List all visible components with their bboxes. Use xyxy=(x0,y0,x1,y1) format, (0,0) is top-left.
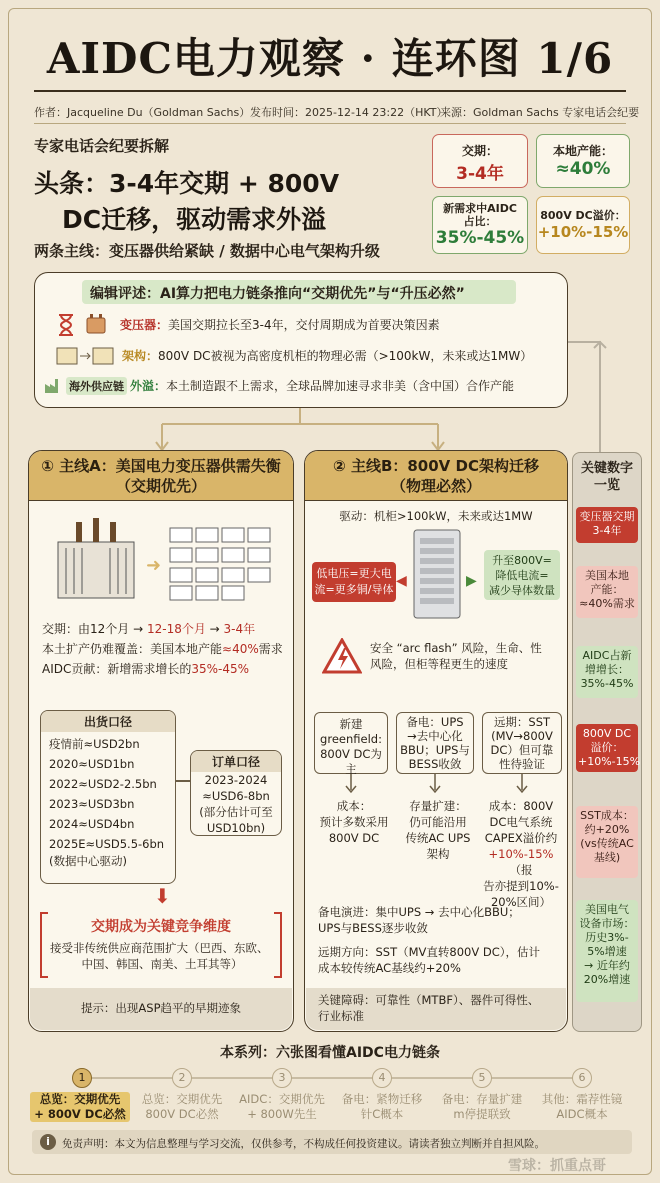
series-step-6-dot[interactable]: 6 xyxy=(572,1068,592,1088)
text: 备电演进：集中UPS → 去中心化BBU； xyxy=(318,905,520,919)
stat-value: 3-4年 xyxy=(456,164,504,184)
series-title: 本系列：六张图看懂AIDC电力链条 xyxy=(220,1045,440,1061)
editor-title: 编辑评述：AI算力把电力链条推向“交期优先”与“升压必然” xyxy=(90,286,465,302)
text: 行业标准 xyxy=(318,1009,364,1023)
hint-text: 提示：出现ASP趋平的早期迹象 xyxy=(80,1001,242,1015)
shipment-item: 疫情前≈USD2bn xyxy=(49,737,140,751)
hourglass-icon xyxy=(56,314,76,340)
series-step-5[interactable] xyxy=(434,1092,530,1122)
text: (MV→800V xyxy=(491,729,553,743)
key-number-line: 美国本地 xyxy=(585,569,629,582)
text: 安全 “arc flash” 风险，生命、性 xyxy=(370,641,542,655)
line-a-subtitle: （交期优先） xyxy=(115,477,206,495)
low-voltage-box xyxy=(312,562,396,602)
text: greenfield: xyxy=(320,732,382,746)
series-step-4[interactable] xyxy=(334,1092,430,1122)
backup-evolution xyxy=(318,904,520,936)
text: →去中心化 xyxy=(407,729,463,743)
stat-label: 交期： xyxy=(461,144,498,158)
box-arrows xyxy=(330,774,550,796)
editor-row-transformer xyxy=(120,316,440,334)
shipment-title: 出货口径 xyxy=(41,711,175,732)
meta-source: 来源：Goldman Sachs 专家电话会纪要 xyxy=(440,106,640,119)
stat-value: 35%-45% xyxy=(435,228,525,248)
stat-label: 新需求中AIDC占比： xyxy=(443,202,517,228)
series-step-label: 针C概本 xyxy=(360,1107,404,1121)
text: 远期方向：SST（MV直转800V DC），估计 xyxy=(318,945,541,959)
key-number-item xyxy=(576,724,641,772)
line-b-subtitle: （物理必然） xyxy=(390,477,481,495)
editor-row-arch xyxy=(122,347,532,365)
shipment-item: 2025E≈USD5.5-6bn xyxy=(49,837,165,851)
key-number-line: 溢价： xyxy=(590,741,624,754)
shipment-box xyxy=(40,710,176,884)
watermark-text: 雪球：抓重点哥 xyxy=(508,1158,606,1174)
long-term-direction xyxy=(318,944,540,976)
transformer-small-icon xyxy=(84,313,108,339)
editor-key: 架构： xyxy=(122,349,159,363)
text: 预计多数采用 xyxy=(319,815,389,829)
meta-time: 发布时间：2025-12-14 23:22（HKT） xyxy=(250,106,448,119)
text: 流=更多铜/导体 xyxy=(314,583,394,596)
key-number-line: 美国电气 xyxy=(585,903,629,916)
text: DC电气系统 xyxy=(489,815,553,829)
series-step-label: 总览：交期优先 xyxy=(39,1092,121,1106)
stat-value: +10%-15% xyxy=(537,223,629,241)
series-step-label: m停提联致 xyxy=(453,1107,511,1121)
text: 一览 xyxy=(593,478,620,493)
series-track xyxy=(82,1077,582,1079)
text-red: 12-18个月 xyxy=(146,622,206,636)
arrow-left-icon: ◀ xyxy=(396,573,407,589)
order-box xyxy=(190,750,282,836)
editor-text: 800V DC被视为高密度机柜的物理必需（>100kW，未来或达1MW） xyxy=(158,349,533,363)
text: 存量扩建： xyxy=(409,799,467,813)
risk-text xyxy=(318,992,539,1024)
headline-line1: 头条：3-4年交期 + 800V xyxy=(34,169,340,198)
text: 需求 xyxy=(258,642,283,656)
key-number-line: AIDC占新 xyxy=(582,649,632,662)
order-title: 订单口径 xyxy=(191,751,281,772)
key-number-line: 基线) xyxy=(593,851,621,864)
transformer-icon xyxy=(48,514,144,608)
factory-icon xyxy=(44,376,64,398)
series-step-label: + 800V DC必然 xyxy=(34,1107,126,1121)
key-number-line: 约+20% xyxy=(584,823,630,836)
stat-leadtime xyxy=(432,134,528,188)
text: 接受非传统供应商范围扩大（巴西、东欧、 xyxy=(50,941,269,955)
arrow-right-green-icon: ▶ xyxy=(466,573,477,589)
branch-arrows xyxy=(150,408,450,454)
key-number-line: 增增长： xyxy=(585,663,629,676)
key-number-line: +10%-15% xyxy=(578,755,641,768)
key-number-line: 20%增速 xyxy=(583,973,631,986)
key-dimension-title: 交期成为关键竞争维度 xyxy=(91,919,231,935)
text: AIDC贡献：新增需求增长的 xyxy=(42,662,192,676)
text: 关键数字 xyxy=(580,461,633,476)
key-number-line: (vs传统AC xyxy=(580,837,634,850)
editor-key: 变压器： xyxy=(120,318,169,332)
cost-existing xyxy=(398,798,478,862)
text: 成本： xyxy=(336,799,372,813)
order-item: USD10bn) xyxy=(206,821,266,835)
key-numbers-title xyxy=(572,460,642,494)
text: 架构 xyxy=(426,847,450,861)
line-b-drive: 驱动：机柜>100kW，未来或达1MW xyxy=(339,509,533,523)
safety-text xyxy=(370,640,542,672)
line-a-leadtime xyxy=(42,620,255,638)
cost-premium xyxy=(478,798,564,910)
overseas-tag: 海外供应链 xyxy=(66,377,127,395)
series-step-label: + 800W先生 xyxy=(247,1107,317,1121)
text: 传统AC UPS xyxy=(405,831,471,845)
editor-row-spill xyxy=(130,377,514,395)
info-icon: i xyxy=(40,1134,56,1150)
series-step-2[interactable] xyxy=(134,1092,230,1122)
order-stack-icon xyxy=(168,526,278,606)
text: CAPEX溢价约 xyxy=(484,831,558,845)
series-step-4-dot[interactable]: 4 xyxy=(372,1068,392,1088)
key-dimension-text xyxy=(50,940,274,972)
series-step-label: 总览：交期优先 xyxy=(141,1092,223,1106)
key-number-line: SST成本： xyxy=(580,809,634,822)
text: DC）但可靠 xyxy=(490,743,554,757)
line-b-title: ② 主线B：800V DC架构迁移 xyxy=(333,457,539,475)
stat-value: ≈40% xyxy=(555,159,611,179)
series-step-6[interactable] xyxy=(534,1092,630,1122)
key-number-line: 5%增速 xyxy=(587,945,627,958)
headline-line2: DC迁移，驱动需求外溢 xyxy=(62,205,327,234)
shipment-list xyxy=(41,732,175,870)
line-b-header xyxy=(305,451,567,501)
key-number-line: 设备市场： xyxy=(579,917,635,930)
server-rack-icon xyxy=(412,528,462,624)
stat-local-capacity xyxy=(536,134,630,188)
line-a-title: ① 主线A：美国电力变压器供需失衡 xyxy=(41,457,281,475)
text: 降低电流= xyxy=(495,569,549,582)
text: BBU；UPS与 xyxy=(400,743,470,757)
meta-rule xyxy=(34,123,626,124)
text: 成本较传统AC基线约+20% xyxy=(318,961,461,975)
key-number-item xyxy=(576,900,638,1002)
key-number-line: 历史3%- xyxy=(585,931,629,944)
headline-kicker: 专家电话会纪要拆解 xyxy=(34,137,170,155)
series-step-5-dot[interactable]: 5 xyxy=(472,1068,492,1088)
shipment-item: 2020≈USD1bn xyxy=(49,757,135,771)
text: 本土扩产仍难覆盖：美国本地产能 xyxy=(42,642,223,656)
shipment-item: (数据中心驱动) xyxy=(49,854,127,868)
editor-key: 外溢： xyxy=(130,379,167,393)
title-rule xyxy=(34,90,626,92)
text: 20%区间） xyxy=(490,895,552,909)
text: 800V DC为主 xyxy=(320,747,382,776)
page-title: AIDC电力观察 · 连环图 1/6 xyxy=(46,34,614,83)
series-step-label: 800V DC必然 xyxy=(145,1107,219,1121)
warning-icon xyxy=(322,638,362,678)
greenfield-box xyxy=(314,712,388,774)
key-number-line: 产能： xyxy=(590,583,624,596)
editor-text: 本土制造跟不上需求，全球品牌加速寻求非美（含中国）合作产能 xyxy=(166,379,515,393)
line-a-header xyxy=(29,451,293,501)
text-red: +10%-15% xyxy=(488,847,554,861)
arrow-right-icon: ➜ xyxy=(146,555,162,576)
key-number-item xyxy=(576,646,638,698)
text: → xyxy=(205,622,224,636)
text: 800V DC xyxy=(328,831,380,845)
order-item: (部分估计可至 xyxy=(199,805,273,819)
series-step-2-dot[interactable]: 2 xyxy=(172,1068,192,1088)
text: 仍可能沿用 xyxy=(409,815,467,829)
stat-label: 800V DC溢价： xyxy=(540,209,626,222)
text: 中国、韩国、南美、土耳其等） xyxy=(81,957,243,971)
meta-author: 作者：Jacqueline Du（Goldman Sachs） xyxy=(34,106,251,119)
sst-box xyxy=(482,712,562,774)
text: 关键障碍：可靠性（MTBF）、器件可得性、 xyxy=(318,993,540,1007)
shipment-item: 2024≈USD4bn xyxy=(49,817,135,831)
text: 交期：由12个月 → xyxy=(42,622,147,636)
order-item: 2023-2024 xyxy=(204,773,268,787)
text: （报 xyxy=(509,863,533,877)
series-step-label: 其他：霜荐性镜 xyxy=(541,1092,623,1106)
text: 备电：UPS xyxy=(406,715,464,729)
text-red: 35%-45% xyxy=(191,662,250,676)
text: 风险，但柜等程更生的速度 xyxy=(370,657,508,671)
text: 低电压=更大电 xyxy=(316,567,392,580)
stat-label: 本地产能： xyxy=(552,144,613,158)
shipment-item: 2022≈USD2-2.5bn xyxy=(49,777,157,791)
backup-power-box xyxy=(396,712,474,774)
key-number-line: 35%-45% xyxy=(580,677,634,690)
key-number-line: → 近年约 xyxy=(584,959,630,972)
arrow-down-icon: ⬇ xyxy=(154,884,171,908)
key-number-item xyxy=(576,507,638,543)
text: 减少导体数量 xyxy=(489,584,555,597)
text: 告亦提到10%- xyxy=(483,879,559,893)
high-voltage-box xyxy=(484,550,560,600)
editor-text: 美国交期拉长至3-4年，交付周期成为首要决策因素 xyxy=(168,318,440,332)
key-number-line: 3-4年 xyxy=(592,524,622,537)
key-number-item xyxy=(576,806,638,878)
disclaimer-text: 免责声明：本文为信息整理与学习交流，仅供参考，不构成任何投资建议。请读者独立判断并自担风险。 xyxy=(62,1138,545,1150)
text: UPS与BESS逐步收敛 xyxy=(318,921,428,935)
text-red: 3-4年 xyxy=(223,622,256,636)
key-number-line: 变压器交期 xyxy=(579,510,635,523)
series-step-label: 备电：存量扩建 xyxy=(441,1092,523,1106)
stat-aidc-share xyxy=(432,196,528,254)
series-step-1-dot[interactable]: 1 xyxy=(72,1068,92,1088)
text: BESS收敛 xyxy=(408,757,462,771)
text: 成本：800V xyxy=(488,799,554,813)
side-connector xyxy=(568,340,608,460)
dc-convert-icon xyxy=(56,346,114,370)
shipment-item: 2023≈USD3bn xyxy=(49,797,135,811)
series-step-label: AIDC：交期优先 xyxy=(239,1092,325,1106)
headline-sub: 两条主线：变压器供给紧缺 / 数据中心电气架构升级 xyxy=(34,242,380,260)
text: 升至800V= xyxy=(492,554,552,567)
series-step-label: AIDC概本 xyxy=(556,1107,608,1121)
line-a-capacity xyxy=(42,640,283,658)
text: 远期：SST xyxy=(493,715,551,729)
key-number-line: 800V DC xyxy=(582,727,632,740)
series-step-3-dot[interactable]: 3 xyxy=(272,1068,292,1088)
text-red: ≈40% xyxy=(222,642,259,656)
series-step-3[interactable] xyxy=(234,1092,330,1122)
order-item: ≈USD6-8bn xyxy=(202,789,270,803)
cost-greenfield xyxy=(312,798,396,846)
stat-dc-premium xyxy=(536,196,630,254)
text: 新建 xyxy=(339,717,363,731)
key-number-item xyxy=(576,566,638,618)
series-step-1[interactable] xyxy=(30,1092,130,1122)
text: 性待验证 xyxy=(499,757,545,771)
line-a-aidc xyxy=(42,660,249,678)
key-number-line: ≈40%需求 xyxy=(579,597,635,610)
series-step-label: 备电：紧物迁移 xyxy=(341,1092,423,1106)
